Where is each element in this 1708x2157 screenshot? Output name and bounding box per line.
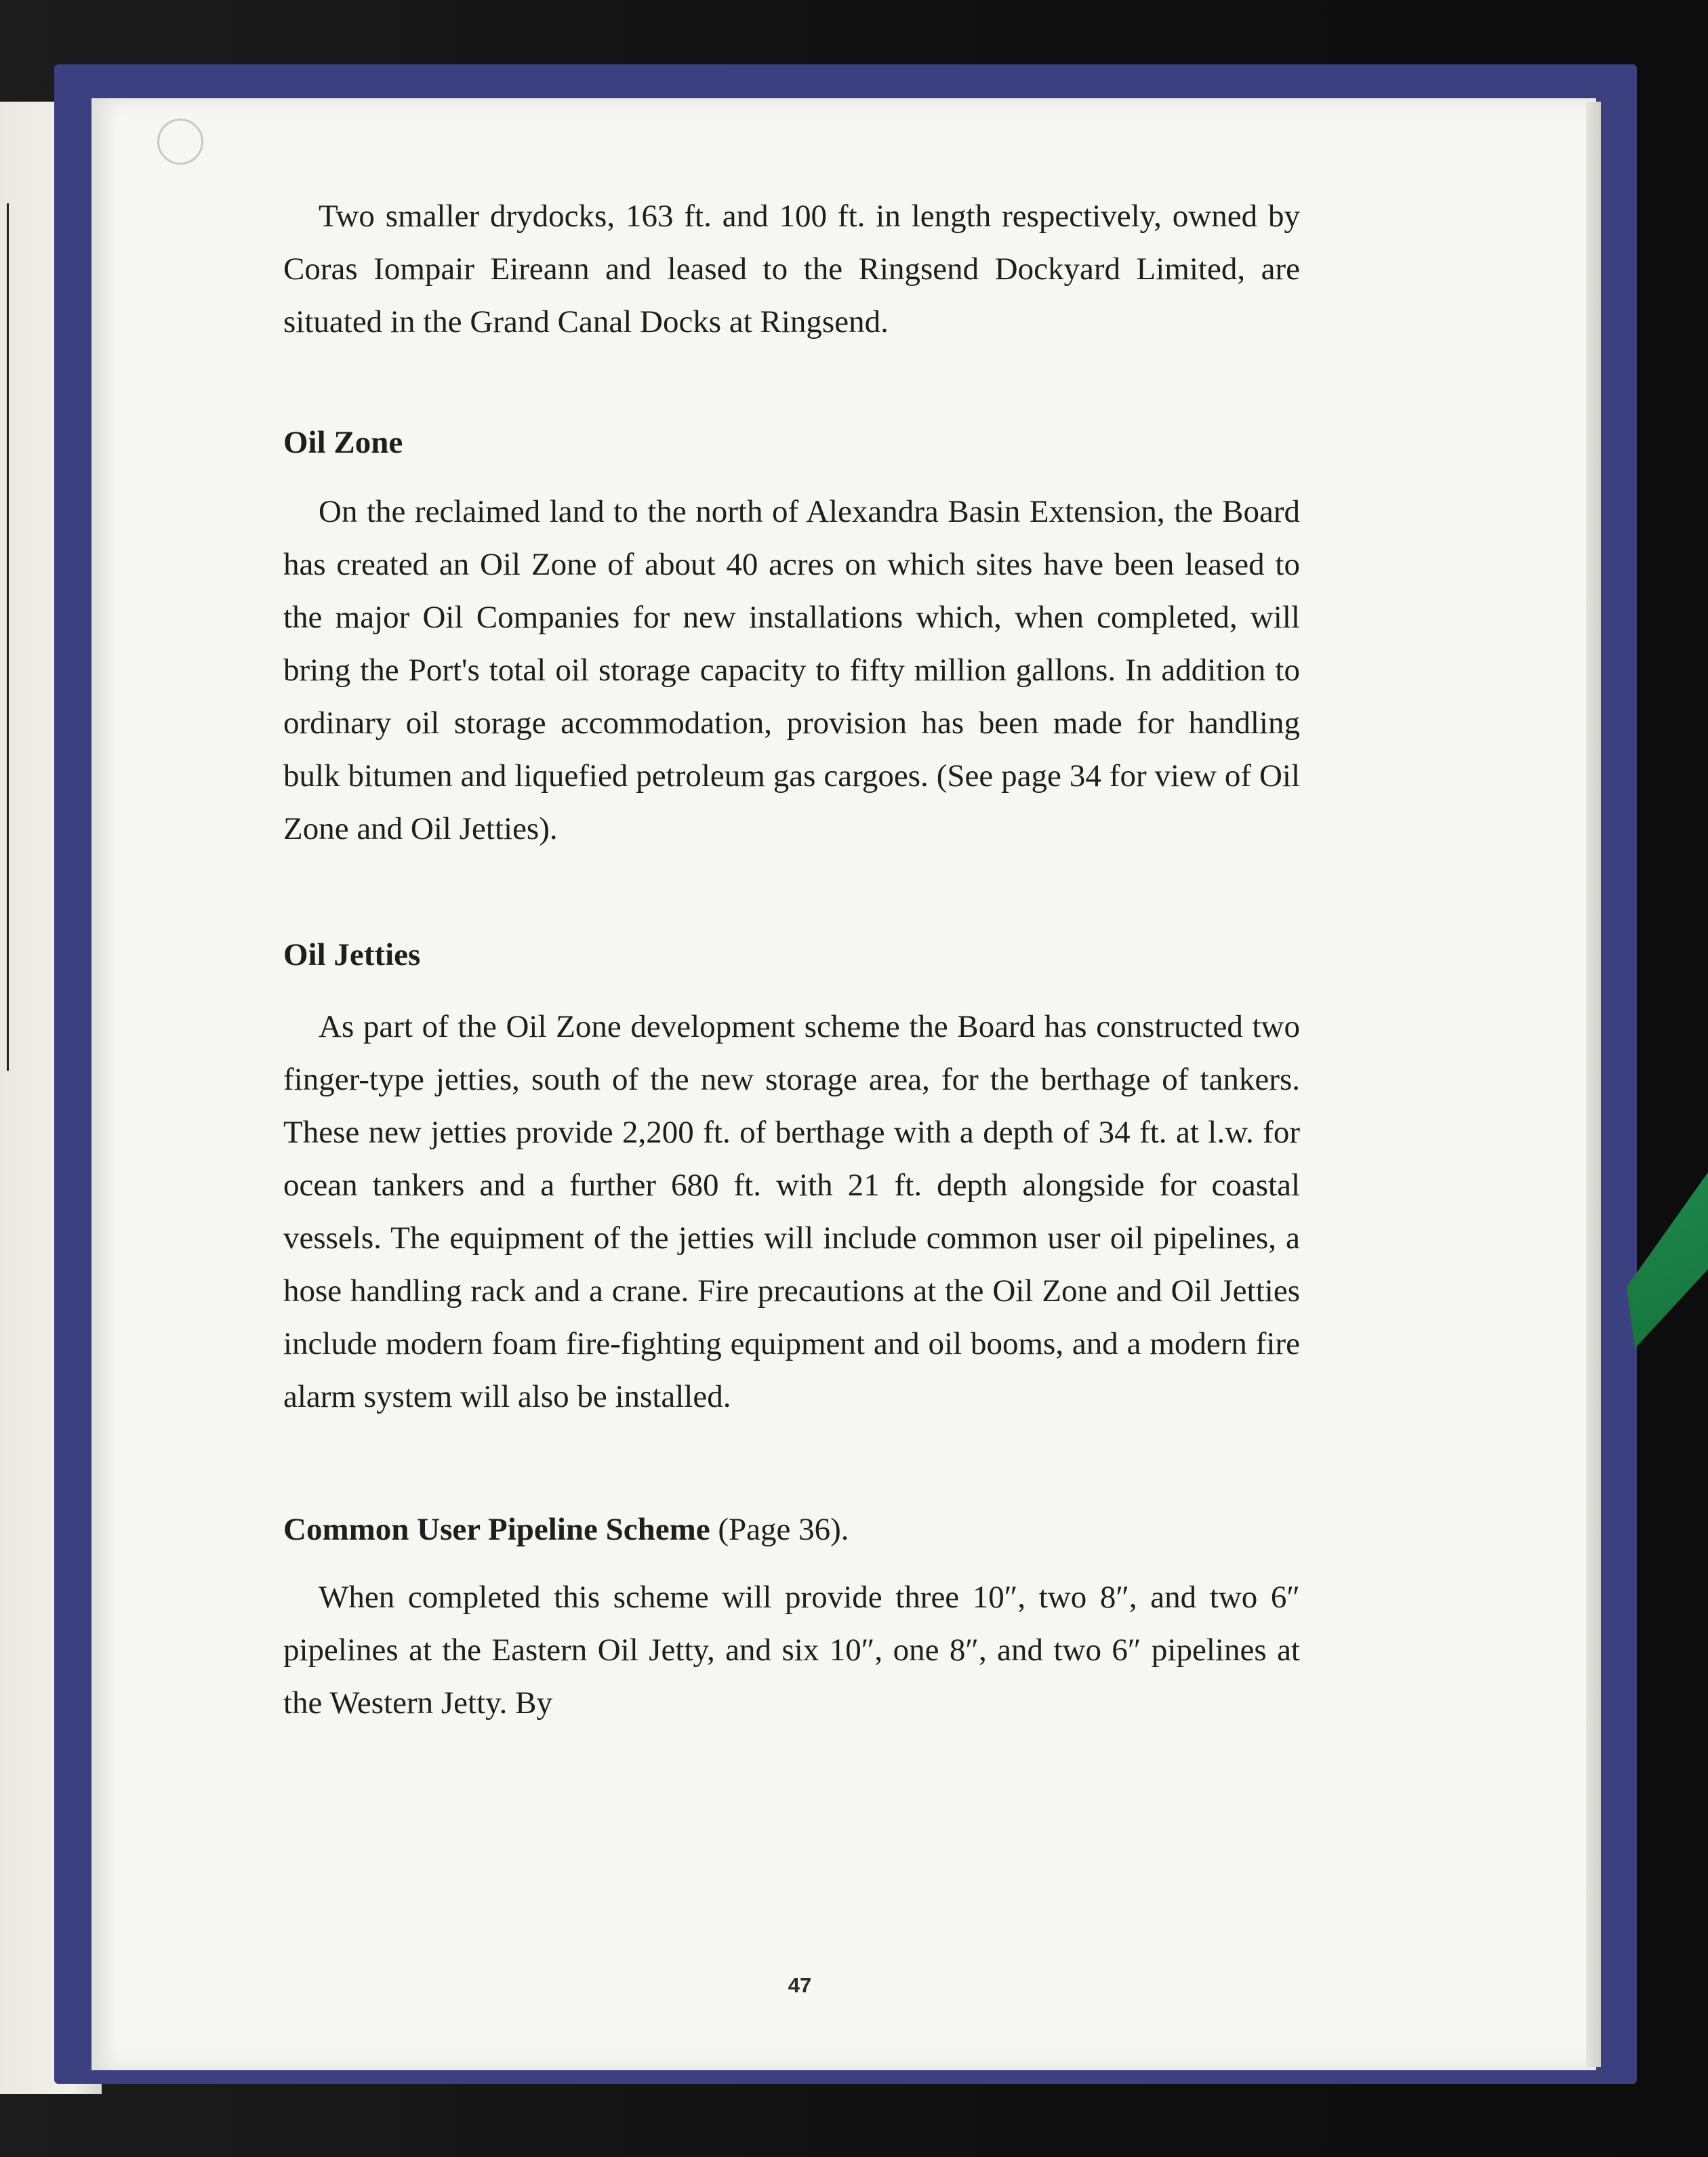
paragraph-drydocks: Two smaller drydocks, 163 ft. and 100 ft. in length respectively, owned by Coras Iompair Eireann and leased to the Ringsend Dockyard Limited, are situated in the Grand Canal Docks at Ringsend. [283, 199, 1300, 340]
heading-pipeline-page-ref: (Page 36). [710, 1512, 849, 1547]
page-number: 47 [788, 1973, 812, 1997]
heading-oil-jetties-text: Oil Jetties [283, 937, 421, 972]
heading-oil-jetties [283, 928, 1300, 981]
paragraph-pipeline-scheme: When completed this scheme will provide three 10″, two 8″, and two 6″ pipelines at the Eastern Oil Jetty, and six 10″, one 8″, and two 6″ pipelines at the Western Jetty. By [283, 1580, 1300, 1721]
page-text [283, 190, 1300, 1729]
facing-page-rule [0, 203, 9, 1071]
heading-oil-zone [283, 416, 1300, 469]
page-stack-edge [1586, 102, 1601, 2067]
heading-pipeline-scheme-text: Common User Pipeline Scheme [283, 1512, 710, 1547]
heading-oil-zone-text: Oil Zone [283, 425, 403, 460]
paragraph-oil-zone: On the reclaimed land to the north of Alexandra Basin Extension, the Board has created an Oil Zone of about 40 acres on which sites have been leased to the major Oil Companies for new installations which, when completed, will bring the Port's total oil storage capacity to fifty million gallons. In addition to ordinary oil storage accommodation, provision has been made for handling bulk bitumen and liquefied petroleum gas cargoes. (See page 34 for view of Oil Zone and Oil Jetties). [283, 494, 1300, 846]
paragraph-oil-jetties: As part of the Oil Zone development scheme the Board has constructed two finger-type jetties, south of the new storage area, for the berthage of tankers. These new jetties provide 2,200 ft. of berthage with a depth of 34 ft. at l.w. for ocean tankers and a further 680 ft. with 21 ft. depth alongside for coastal vessels. The equipment of the jetties will include common user oil pipelines, a hose handling rack and a crane. Fire precautions at the Oil Zone and Oil Jetties include modern foam fire-fighting equipment and oil booms, and a modern fire alarm system will also be installed. [283, 1009, 1300, 1414]
punch-hole-icon [157, 119, 203, 165]
heading-pipeline-scheme [283, 1503, 1300, 1556]
